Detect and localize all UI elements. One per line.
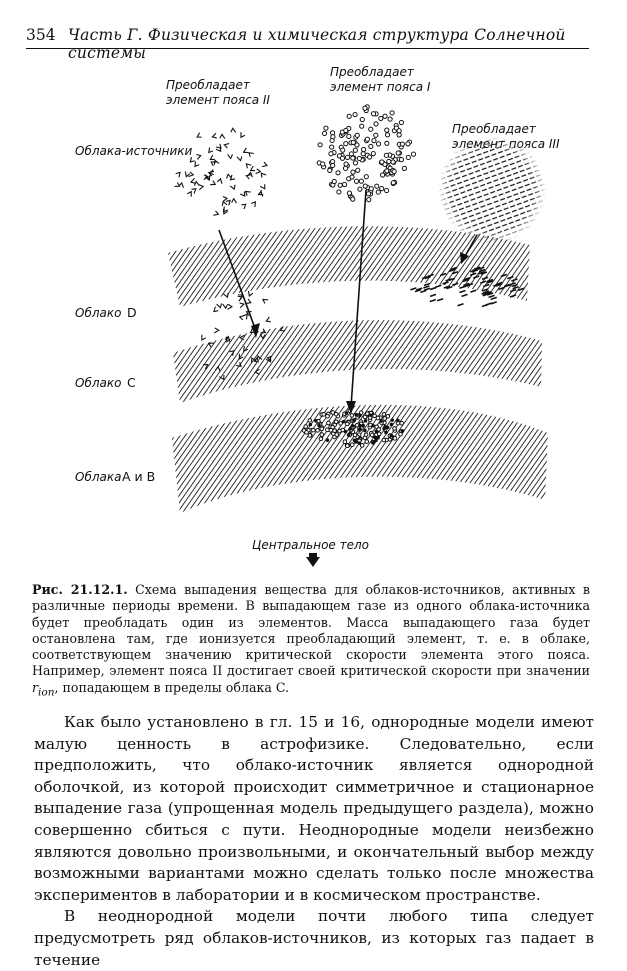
- dash-mark: [430, 300, 436, 302]
- dot-mark: [320, 433, 324, 437]
- dot-mark: [350, 443, 354, 447]
- dot-mark: [351, 424, 354, 427]
- dot-mark: [385, 188, 389, 192]
- chevron-mark: [176, 172, 182, 178]
- chevron-mark: [222, 202, 227, 207]
- dot-mark: [359, 424, 362, 427]
- dot-mark: [350, 175, 354, 179]
- dot-mark: [380, 187, 384, 191]
- dot-mark: [371, 152, 375, 156]
- caption-text-2: , попадающем в пределы облака C.: [54, 679, 290, 695]
- label-belt3-line2: элемент пояса III: [452, 137, 560, 151]
- chevron-mark: [248, 151, 254, 157]
- chevron-mark: [216, 303, 221, 308]
- chevron-mark: [245, 189, 251, 195]
- label-cloud-ab-letters: A и B: [122, 469, 156, 484]
- dot-mark: [321, 162, 325, 166]
- dot-mark: [355, 413, 358, 416]
- dot-mark: [401, 430, 404, 433]
- dash-mark: [430, 294, 436, 296]
- dash-mark: [489, 295, 495, 297]
- dot-mark: [387, 159, 391, 163]
- label-central-body: Центральное тело: [252, 538, 370, 552]
- chevron-mark: [193, 161, 199, 167]
- label-cloud-c: Облако: [75, 376, 122, 390]
- dash-mark: [423, 286, 429, 288]
- page-number: 354: [26, 26, 56, 44]
- dot-mark: [322, 131, 326, 135]
- dot-mark: [369, 414, 372, 417]
- dash-mark: [430, 288, 436, 290]
- dot-mark: [400, 142, 404, 146]
- chevron-mark: [250, 166, 255, 171]
- dot-mark: [359, 428, 362, 431]
- dot-mark: [347, 114, 351, 118]
- chevron-mark: [174, 182, 181, 188]
- dot-mark: [363, 106, 367, 110]
- chevron-mark: [191, 188, 197, 194]
- dot-mark: [330, 145, 334, 149]
- dot-mark: [391, 160, 395, 164]
- dot-mark: [353, 148, 357, 152]
- dot-mark: [326, 414, 330, 418]
- dot-mark: [379, 116, 383, 120]
- dot-mark: [380, 173, 384, 177]
- dot-mark: [331, 163, 335, 167]
- chevron-mark: [261, 162, 267, 168]
- dot-mark: [406, 142, 410, 146]
- dot-mark: [399, 158, 403, 162]
- dot-mark: [363, 184, 367, 188]
- dot-mark: [391, 181, 395, 185]
- label-belt1-line2: элемент пояса I: [330, 80, 431, 94]
- chevron-mark: [237, 156, 242, 161]
- dot-mark: [349, 152, 353, 156]
- dot-mark: [339, 422, 343, 426]
- dot-mark: [376, 190, 380, 194]
- dash-mark: [435, 285, 441, 287]
- chevron-mark: [212, 133, 217, 138]
- dot-mark: [363, 415, 367, 419]
- arrow-belt1: [351, 190, 366, 407]
- dot-mark: [358, 187, 362, 191]
- chevron-mark: [238, 131, 244, 137]
- dot-mark: [324, 126, 328, 130]
- dot-mark: [393, 427, 397, 431]
- dot-mark: [305, 431, 309, 435]
- dot-mark: [391, 419, 394, 422]
- chevron-mark: [208, 169, 214, 175]
- dash-mark: [491, 297, 497, 299]
- chevron-mark: [227, 153, 233, 158]
- chevron-mark: [212, 211, 218, 217]
- dot-mark: [309, 423, 312, 426]
- dot-mark: [382, 438, 386, 442]
- dot-mark: [344, 128, 348, 132]
- dash-mark: [424, 284, 430, 286]
- dot-mark: [385, 128, 389, 132]
- dot-mark: [326, 439, 329, 442]
- chevron-mark: [262, 297, 268, 303]
- dot-mark: [331, 135, 335, 139]
- dot-mark: [344, 430, 347, 433]
- dot-mark: [351, 170, 355, 174]
- dot-mark: [393, 437, 397, 441]
- dot-mark: [334, 412, 338, 416]
- central-body-arrow: [306, 557, 320, 567]
- dot-mark: [356, 168, 360, 172]
- dot-mark: [369, 127, 373, 131]
- dot-mark: [322, 413, 326, 417]
- dot-mark: [347, 191, 351, 195]
- dot-mark: [406, 155, 410, 159]
- dot-mark: [364, 420, 367, 423]
- dot-mark: [385, 431, 388, 434]
- dash-mark: [424, 288, 430, 290]
- dot-mark: [315, 420, 318, 423]
- chevron-mark: [224, 142, 230, 148]
- dot-mark: [329, 152, 333, 156]
- dot-mark: [390, 423, 393, 426]
- chevron-mark: [232, 198, 238, 204]
- chevron-mark: [191, 178, 196, 183]
- dot-mark: [328, 168, 332, 172]
- dot-mark: [397, 133, 401, 137]
- dot-mark: [390, 111, 394, 115]
- source-cloud-belt3: [436, 135, 548, 247]
- chevron-mark: [260, 184, 266, 189]
- dot-mark: [390, 434, 393, 437]
- label-cloud-c-letter: C: [127, 375, 136, 390]
- dot-mark: [346, 422, 350, 426]
- dot-mark: [329, 428, 333, 432]
- dot-mark: [397, 129, 401, 133]
- dot-mark: [340, 156, 344, 160]
- dot-mark: [369, 144, 373, 148]
- caption-var: r: [32, 679, 39, 695]
- chevron-mark: [197, 132, 202, 137]
- dot-mark: [362, 424, 365, 427]
- chevron-mark: [241, 204, 247, 210]
- chevron-mark: [239, 314, 245, 320]
- dot-mark: [399, 120, 403, 124]
- dot-mark: [368, 155, 372, 159]
- dot-mark: [312, 428, 316, 432]
- dot-mark: [345, 155, 349, 159]
- dot-mark: [346, 444, 350, 448]
- dot-mark: [354, 179, 358, 183]
- chevron-mark: [230, 185, 235, 189]
- dot-mark: [400, 421, 404, 425]
- dot-mark: [374, 122, 378, 126]
- dot-mark: [308, 434, 312, 438]
- dash-mark: [459, 291, 465, 293]
- dot-mark: [319, 437, 323, 441]
- dash-mark: [462, 294, 468, 296]
- dot-mark: [372, 424, 375, 427]
- dot-mark: [332, 179, 336, 183]
- label-belt2-line1: Преобладает: [166, 78, 250, 92]
- dot-mark: [402, 166, 406, 170]
- dash-mark: [457, 304, 463, 306]
- running-header: [26, 26, 589, 62]
- label-cloud-d-letter: D: [127, 305, 137, 320]
- dot-mark: [399, 432, 403, 436]
- figure-caption: [32, 582, 590, 701]
- dot-mark: [341, 148, 345, 152]
- dot-mark: [371, 112, 375, 116]
- chevron-mark: [251, 201, 257, 207]
- chevron-mark: [239, 303, 244, 308]
- dot-mark: [367, 198, 371, 202]
- dot-mark: [380, 420, 383, 423]
- dot-mark: [304, 425, 308, 429]
- label-belt2-line2: элемент пояса II: [166, 93, 270, 107]
- dot-mark: [350, 414, 354, 418]
- dot-mark: [353, 161, 357, 165]
- dot-mark: [397, 419, 400, 422]
- dot-mark: [347, 134, 351, 138]
- dot-mark: [327, 421, 331, 425]
- dot-mark: [318, 143, 322, 147]
- dot-mark: [384, 153, 388, 157]
- dot-mark: [380, 160, 384, 164]
- figure: [0, 55, 627, 575]
- dot-mark: [375, 184, 379, 188]
- dot-mark: [360, 117, 364, 121]
- dash-mark: [410, 288, 416, 290]
- dot-mark: [334, 420, 338, 424]
- dot-mark: [353, 433, 357, 437]
- dot-mark: [333, 429, 337, 433]
- dot-mark: [336, 171, 340, 175]
- dash-mark: [416, 288, 422, 290]
- dot-mark: [365, 440, 369, 444]
- dot-mark: [363, 436, 367, 440]
- dot-mark: [392, 169, 396, 173]
- dot-mark: [318, 424, 321, 427]
- dot-mark: [351, 197, 355, 201]
- chevron-mark: [240, 192, 246, 198]
- chevron-mark: [266, 317, 270, 322]
- dot-mark: [359, 179, 363, 183]
- label-cloud-d: Облако: [75, 306, 122, 320]
- dot-mark: [375, 437, 378, 440]
- chevron-mark: [212, 306, 218, 312]
- dot-mark: [343, 440, 347, 444]
- source-cloud-belt2: [174, 128, 268, 217]
- label-belt3-line1: Преобладает: [452, 122, 536, 136]
- chevron-mark: [199, 334, 205, 340]
- dot-mark: [370, 433, 374, 437]
- dot-mark: [362, 147, 366, 151]
- source-cloud-belt1: [317, 105, 415, 202]
- dot-mark: [382, 412, 386, 416]
- chevron-mark: [217, 178, 223, 184]
- dot-mark: [369, 187, 373, 191]
- dot-mark: [342, 182, 346, 186]
- chevron-mark: [246, 162, 252, 168]
- caption-text-1: Схема выпадения вещества для облаков-источников, активных в различные периоды времени. В выпадающем газе из одного облака-источника будет преобладать один из элементов. Масса выпадающего газа будет остановлена там, где ионизуется преобладающий элемент, т. е. в облаке, соответствующем значению критической скорости элемента этого пояса. Например, элемент пояса II достигает своей критической скорости при значении: [32, 582, 590, 679]
- paragraph-1: Как было установлено в гл. 15 и 16, однородные модели имеют малую ценность в астрофизике. Следовательно, если предположить, что облако-источник является однородной оболочкой, из которой происходит симметричное и стационарное выпадение газа (упрощенная модель предыдущего раздела), можно совершенно сбиться с пути. Неоднородные модели неизбежно являются довольно произвольными, и окончательный выбор между возможными вариантами можно сделать только после множества экспериментов в лаборатории и в космическом пространстве.: [34, 713, 594, 904]
- dot-mark: [411, 152, 415, 156]
- body-text: [34, 712, 594, 971]
- chevron-mark: [222, 303, 228, 308]
- label-source-clouds: Облака-источники: [75, 144, 193, 158]
- paragraph-2: В неоднородной модели почти любого типа следует предусмотреть ряд облаков-источников, из которых газ падает в течение: [34, 907, 594, 969]
- dot-mark: [359, 414, 362, 417]
- dot-mark: [335, 433, 339, 437]
- dot-mark: [345, 412, 348, 415]
- dot-mark: [349, 428, 352, 431]
- dot-mark: [385, 133, 389, 137]
- chevron-mark: [209, 181, 216, 187]
- dot-mark: [344, 141, 348, 145]
- dot-mark: [373, 414, 377, 418]
- chevron-mark: [231, 128, 237, 134]
- dot-mark: [320, 427, 324, 431]
- dot-mark: [361, 152, 365, 156]
- dot-mark: [386, 426, 389, 429]
- dot-mark: [383, 114, 387, 118]
- caption-label: Рис. 21.12.1.: [32, 582, 128, 597]
- dot-mark: [347, 434, 350, 437]
- dot-mark: [383, 417, 387, 421]
- dot-mark: [366, 192, 370, 196]
- dot-mark: [351, 140, 355, 144]
- dot-mark: [343, 166, 347, 170]
- dot-mark: [377, 432, 381, 436]
- running-title: Часть Г. Физическая и химическая структура Солнечной системы: [68, 26, 566, 62]
- chevron-mark: [243, 148, 248, 153]
- dot-mark: [353, 419, 356, 422]
- chevron-mark: [213, 328, 219, 334]
- dot-mark: [344, 162, 348, 166]
- dot-mark: [358, 442, 361, 445]
- dot-mark: [316, 429, 320, 433]
- chevron-mark: [220, 134, 226, 140]
- dot-mark: [372, 441, 375, 444]
- dot-mark: [385, 141, 389, 145]
- dot-mark: [374, 133, 378, 137]
- caption-subscript: ion: [38, 686, 55, 699]
- label-belt1-line1: Преобладает: [330, 65, 414, 79]
- dash-mark: [420, 290, 426, 292]
- chevron-mark: [194, 181, 200, 186]
- label-cloud-ab: Облака: [75, 470, 122, 484]
- band-cloud-c: [173, 320, 542, 403]
- dot-mark: [388, 117, 392, 121]
- dot-mark: [357, 156, 361, 160]
- chevron-mark: [261, 172, 267, 178]
- dash-mark: [482, 304, 488, 306]
- dot-mark: [375, 430, 378, 433]
- chevron-mark: [210, 155, 215, 160]
- dash-mark: [437, 299, 443, 301]
- dot-mark: [342, 420, 345, 423]
- chevron-mark: [229, 174, 235, 180]
- dot-mark: [355, 133, 359, 137]
- dot-mark: [364, 429, 367, 432]
- dot-mark: [360, 124, 364, 128]
- chevron-mark: [207, 147, 213, 153]
- dot-mark: [365, 137, 369, 141]
- dot-mark: [353, 112, 357, 116]
- dot-mark: [355, 441, 358, 444]
- dot-mark: [308, 419, 312, 423]
- central-body-arrow-stem: [309, 553, 317, 558]
- dot-mark: [351, 156, 355, 160]
- dot-mark: [396, 151, 400, 155]
- dot-mark: [337, 190, 341, 194]
- chevron-mark: [187, 191, 193, 197]
- dot-mark: [376, 142, 380, 146]
- dot-mark: [338, 183, 342, 187]
- dot-mark: [364, 175, 368, 179]
- dot-mark: [372, 139, 376, 143]
- dash-mark: [470, 290, 476, 292]
- chevron-mark: [196, 155, 201, 160]
- chevron-mark: [255, 169, 261, 175]
